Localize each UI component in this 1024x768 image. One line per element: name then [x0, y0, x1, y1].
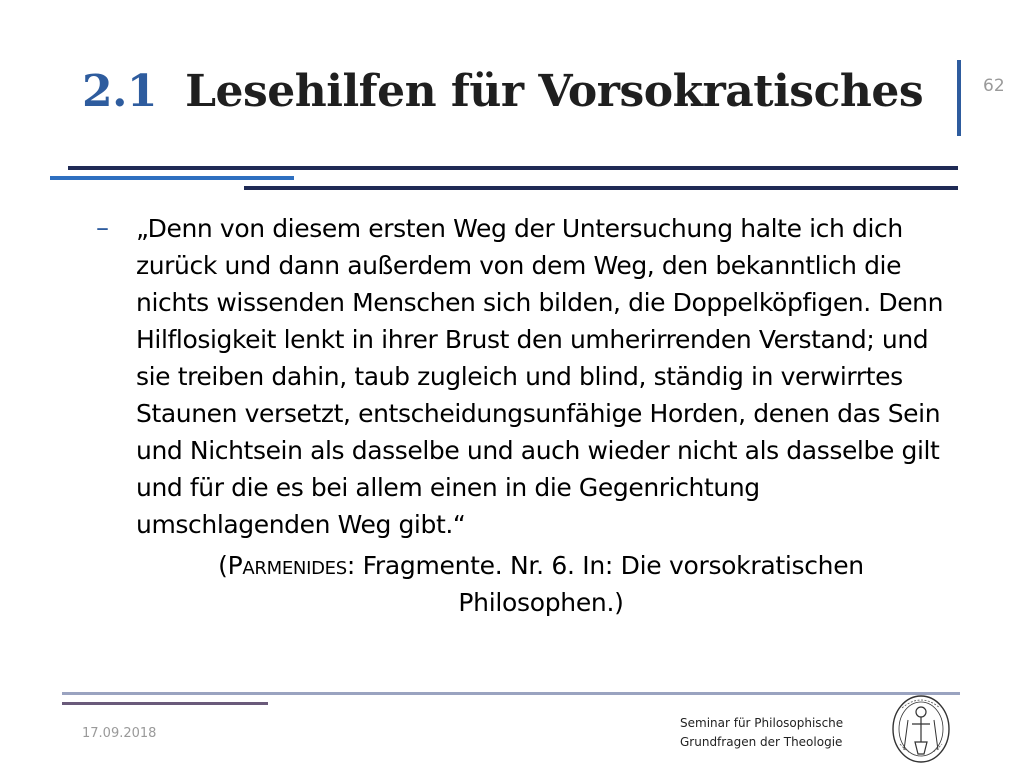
footer-rule-accent: [62, 702, 268, 705]
seal-logo-icon: [890, 694, 952, 764]
title-vertical-bar: [957, 60, 961, 136]
header-rule-bottom: [244, 186, 958, 190]
bullet-dash: –: [96, 213, 109, 243]
header-rule-accent: [50, 176, 294, 180]
page-number: 62: [983, 76, 1005, 96]
footer-date: 17.09.2018: [82, 726, 157, 741]
citation-open-paren: (: [218, 551, 228, 580]
slide-content: [96, 210, 956, 621]
slide-title: [82, 66, 923, 119]
institution-line-2: Grundfragen der Theologie: [680, 735, 843, 749]
citation-rest: : Fragmente. Nr. 6. In: Die vorsokratischen Philosophen.): [346, 551, 864, 617]
title-number: 2.1: [82, 66, 158, 117]
quote-bullet: [96, 210, 956, 543]
footer-institution: [680, 714, 876, 752]
footer-rule: [62, 692, 960, 695]
citation: [136, 547, 946, 621]
citation-author: Parmenides: [227, 551, 347, 580]
title-text: Lesehilfen für Vorsokratisches: [185, 66, 924, 117]
quote-text: „Denn von diesem ersten Weg der Untersuchung halte ich dich zurück und dann außerdem von dem Weg, den bekanntlich die nichts wissenden Menschen sich bilden, die Doppelköpfigen. Denn Hilflosigkeit lenkt in ihrer Brust den umherirrenden Verstand; und sie treiben dahin, taub zugleich und blind, ständig in verwirrtes Staunen versetzt, entscheidungsunfähige Horden, denen das Sein und Nichtsein als dasselbe und auch wieder nicht als dasselbe gilt und für die es bei allem einen in die Gegenrichtung umschlagenden Weg gibt.“: [136, 214, 944, 539]
header-rule-top: [68, 166, 958, 170]
institution-line-1: Seminar für Philosophische: [680, 716, 844, 730]
